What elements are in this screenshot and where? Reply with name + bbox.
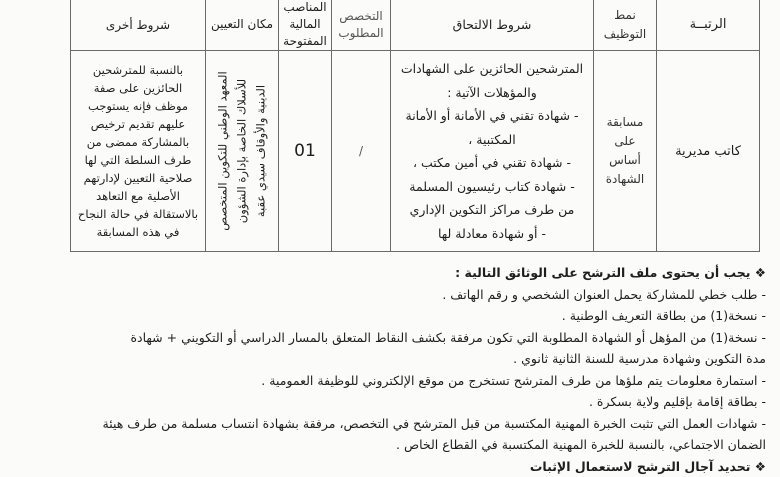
place-line: المعهد الوطني للتكوين المتخصص [215,71,230,231]
document-line: - نسخة(1) من بطاقة التعريف الوطنية . [561,308,766,323]
other-line: صلاحية التعيين لإدارتهم [83,171,193,185]
document-line: الضمان الاجتماعي، بالنسبة للخبرة المهنية المكتسبة في القطاع الخاص . [396,437,766,452]
header-mode: نمط التوظيف [594,0,657,51]
document-line: - نسخة(1) من المؤهل أو الشهادة المطلوبة التي تكون مرفقة بكشف النقاط المتعلق بالمسار الدراسي أو التكويني + شهادة [130,329,766,345]
header-place: مكان التعيين [206,0,279,51]
other-line: بالاستقالة في حالة النجاح [77,207,199,221]
table-header-row [71,0,760,51]
next-heading: ❖ تحديد آجال الترشح لاستعمال الإثبات [529,458,766,474]
cell-mode [594,51,657,252]
mode-line: أساس [609,153,641,167]
mode-line: على [614,134,636,148]
other-line: عليهم تقديم ترخيص [90,117,186,131]
mode-line: الشهادة [605,172,645,186]
header-other: شروط أخرى [71,0,206,51]
mode-line: مسابقة [606,115,644,129]
document-line: مدة التكوين وشهادة مدرسية للسنة الثانية ثانوي . [513,351,766,366]
table-row [71,51,760,252]
place-line: الدينية والأوقاف سيدي عقبة [253,84,268,218]
condition-line: - شهادة تقني في الأمانة أو الأمانة [405,108,579,123]
place-line: للأسلاك الخاصة بإدارة الشؤون [234,78,249,224]
recruitment-table [70,0,760,252]
place-vertical-text [214,56,271,246]
document-line: - استمارة معلومات يتم ملؤها من طرف المترشح تستخرج من موقع الإلكتروني للوظيفة العمومية . [261,372,766,388]
header-rank: الرتبــة [657,0,760,51]
other-line: في هذه المسابقة [96,225,180,239]
documents-heading: ❖ يجب أن يحتوى ملف الترشح على الوثائق التالية : [455,265,766,280]
condition-line: والمؤهلات الآتية : [447,84,537,100]
cell-conditions [391,51,594,252]
other-line: طرف السلطة التي لها [84,153,192,167]
other-line: الأصلية مع التعاهد [96,189,180,203]
header-specialty: التخصص المطلوب [332,0,391,51]
cell-posts: 01 [279,51,332,252]
other-line: الحائزين على صفة [93,81,183,95]
header-conditions: شروط الالتحاق [391,0,594,51]
condition-line: من طرف مراكز التكوين الإداري [409,202,575,217]
other-line: موظف فإنه يستوجب [87,99,189,113]
document-line: - شهادات العمل التي تثبت الخبرة المهنية المكتسبة من قبل المترشح في التخصص، مرفقة بشهادة انتساب مسلمة من طرف هيئة [102,415,766,431]
condition-line: المترشحين الحائزين على الشهادات [400,61,584,76]
header-posts: المناصب المالية المفتوحة [279,0,332,51]
condition-line: - شهادة تقني في أمين مكتب ، [412,155,572,170]
document-line: - طلب خطي للمشاركة يحمل العنوان الشخصي و رقم الهاتف . [442,286,766,302]
document-line: - بطاقة إقامة بإقليم ولاية بسكرة . [588,394,766,409]
documents-section [1,262,766,474]
condition-line: - شهادة كتاب رئيسيون المسلمة [409,178,575,194]
cell-place [206,51,279,252]
cell-other [71,51,206,252]
other-line: بالنسبة للمترشحين [92,63,184,77]
condition-line: المكتبية ، [468,131,516,147]
cell-rank: كاتب مديرية [657,51,760,252]
condition-line: - أو شهادة معادلة لها [437,225,547,241]
other-line: بالمشاركة ممضى من [86,135,190,149]
cell-specialty: / [332,51,391,252]
